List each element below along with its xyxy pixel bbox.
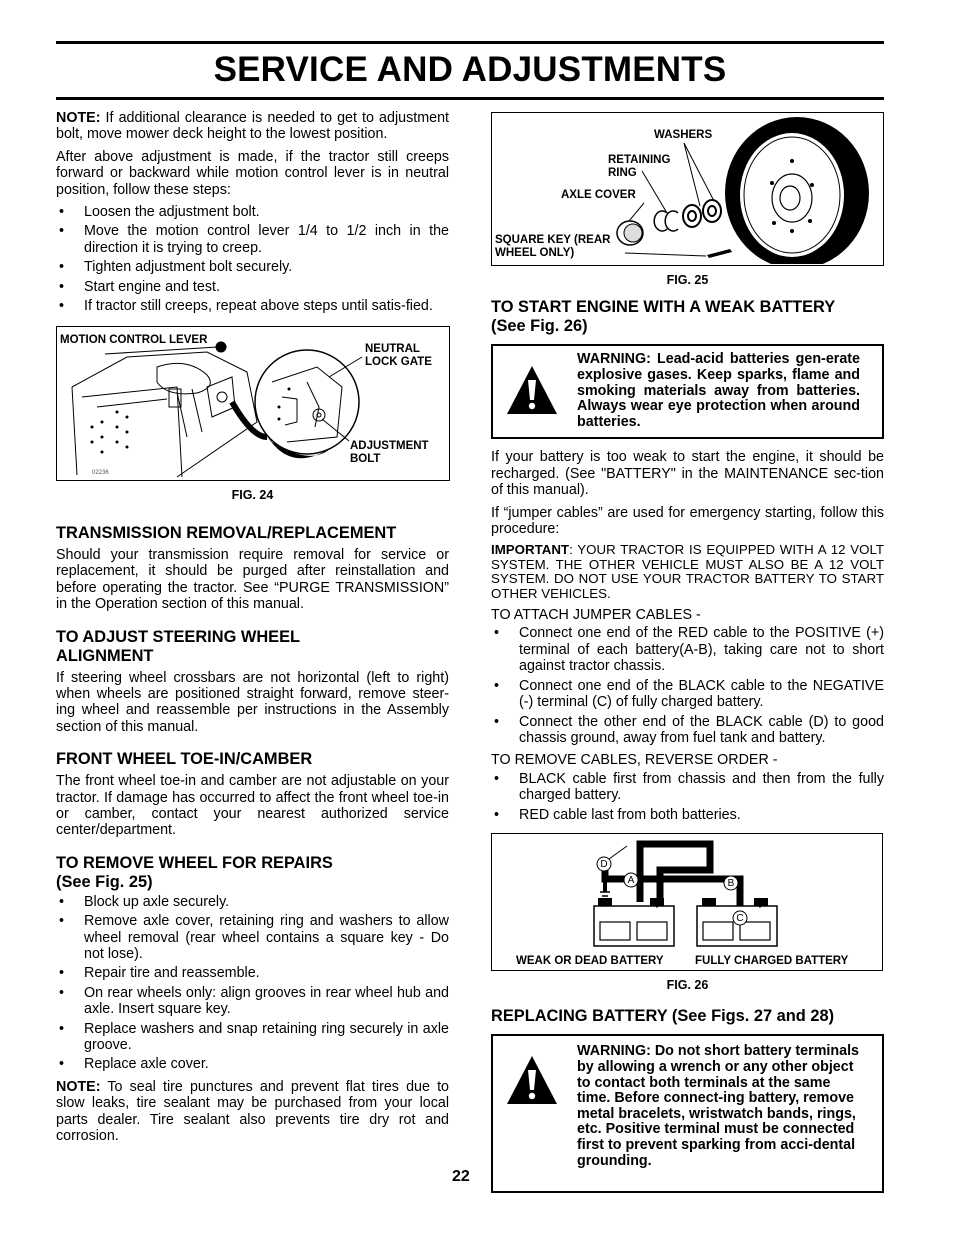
transmission-text: Should your transmission require removal for service or replacement, it should be purged after reinstallation and before operating the tractor. See “PURGE TRANSMISSION” in the Operation section of this manual. [56,546,449,613]
label-motion-control-lever: MOTION CONTROL LEVER [60,334,208,347]
fig-24-caption: FIG. 24 [231,488,274,503]
list-item: • Connect one end of the BLACK cable to the NEGATIVE (-) terminal (C) of fully charged battery. [491,678,884,711]
page-title: SERVICE AND ADJUSTMENTS [213,50,727,89]
heading-toe-camber: FRONT WHEEL TOE-IN/CAMBER [56,750,313,769]
list-item: • Replace axle cover. [56,1056,449,1072]
label-adjustment-bolt: ADJUSTMENT BOLT [350,440,429,466]
list-item: • Loosen the adjustment bolt. [56,204,449,220]
list-item: • RED cable last from both batteries. [491,807,884,823]
label-d: D [600,858,608,870]
attach-heading: TO ATTACH JUMPER CABLES - [491,607,701,624]
figure-24 [56,326,450,481]
note-clearance: NOTE: If additional clearance is needed to get to adjustment bolt, move mower deck height to the lowest position. [56,110,449,143]
label-full-battery: FULLY CHARGED BATTERY [695,954,849,967]
fig-26-caption: FIG. 26 [666,977,709,992]
label-weak-battery: WEAK OR DEAD BATTERY [516,954,664,967]
warning-triangle-icon [505,1054,559,1106]
list-item: • Remove axle cover, retaining ring and washers to allow wheel removal (rear wheel contains a square key - Do not lose). [56,913,449,962]
label-a: A [627,874,635,886]
warning-short-text: WARNING: Do not short battery terminals by allowing a wrench or any other object to contact both terminals at the same time. Before connect-ing battery, remove metal bracelets, wristwatch bands, rings, etc. Positive terminal must be connected first to prevent sparking from acci-dental grounding. [577,1043,859,1169]
list-item: • Block up axle securely. [56,894,449,910]
heading-steering: TO ADJUST STEERING WHEEL ALIGNMENT [56,627,300,665]
minus-sign-full: − [704,893,714,913]
part-number: 02236 [92,470,109,477]
recharge-text: If your battery is too weak to start the engine, it should be recharged. (See "BATTERY" in the MAINTENANCE sec-tion of this manual). [491,449,884,499]
fig-25-caption: FIG. 25 [666,273,709,287]
attach-steps [491,625,884,746]
figure-25 [491,112,884,266]
jumper-text: If “jumper cables” are used for emergency starting, follow this procedure: [491,504,884,538]
label-retaining-ring: RETAINING RING [608,154,671,179]
label-c: C [736,912,744,924]
steering-text: If steering wheel crossbars are not horizontal (left to right) when wheels are positioned straight forward, remove steer-ing wheel and reassemble per instructions in the Assembly section of this manual. [56,669,449,735]
figure-26-illustration [492,834,881,969]
wheel-steps [56,894,449,1073]
plus-sign-weak: + [652,893,662,913]
label-neutral-lock-gate: NEUTRAL LOCK GATE [365,343,432,369]
warning-box-short [491,1034,884,1193]
heading-transmission: TRANSMISSION REMOVAL/REPLACEMENT [56,523,397,542]
warning-box-gases [491,344,884,439]
warning-triangle-icon [505,364,559,416]
list-item: • If tractor still creeps, repeat above steps until satis-fied. [56,298,449,314]
remove-heading: TO REMOVE CABLES, REVERSE ORDER - [491,752,778,769]
right-column [491,112,884,1193]
list-item: • Connect the other end of the BLACK cable (D) to good chassis ground, away from fuel tank and battery. [491,714,884,747]
label-axle-cover: AXLE COVER [561,189,636,201]
heading-replacing-battery: REPLACING BATTERY (See Figs. 27 and 28) [491,1007,835,1026]
toe-camber-text: The front wheel toe-in and camber are not adjustable on your tractor. If damage has occurred to affect the front wheel toe-in or camber, contact your nearest authorized service center/department. [56,773,449,839]
label-washers: WASHERS [654,129,713,141]
list-item: • BLACK cable first from chassis and then from the fully charged battery. [491,771,884,804]
warning-gases-text: WARNING: Lead-acid batteries gen-erate explosive gases. Keep sparks, flame and smoking materials away from batteries. Always wear eye protection when around batteries. [577,351,860,430]
heading-remove-wheel: TO REMOVE WHEEL FOR REPAIRS (See Fig. 25) [56,853,333,891]
page-number: 22 [452,1168,470,1185]
remove-steps [491,771,884,823]
left-column [56,110,449,1150]
minus-sign-weak: − [602,893,612,913]
list-item: • Repair tire and reassemble. [56,965,449,981]
plus-sign-full: + [755,893,765,913]
creep-intro: After above adjustment is made, if the tractor still creeps forward or backward while motion control lever is in neutral position, follow these steps: [56,148,449,198]
important-note: IMPORTANT: YOUR TRACTOR IS EQUIPPED WITH A 12 VOLT SYSTEM. THE OTHER VEHICLE MUST ALSO BE A 12 VOLT SYSTEM. DO NOT USE YOUR TRACTOR BATTERY TO START OTHER VEHICLES. [491,542,884,601]
list-item: • Connect one end of the RED cable to the POSITIVE (+) terminal of each battery(A-B), taking care not to short against tractor chassis. [491,625,884,674]
list-item: • On rear wheels only: align grooves in rear wheel hub and axle. Insert square key. [56,985,449,1018]
creep-steps [56,204,449,314]
header-rule-bottom [56,97,884,100]
label-square-key: SQUARE KEY (REAR WHEEL ONLY) [495,234,611,259]
list-item: • Replace washers and snap retaining ring securely in axle groove. [56,1021,449,1054]
figure-26 [491,833,883,971]
list-item: • Tighten adjustment bolt securely. [56,259,449,275]
list-item: • Move the motion control lever 1/4 to 1/2 inch in the direction it is trying to creep. [56,223,449,256]
note-tire-sealant: NOTE: To seal tire punctures and prevent flat tires due to slow leaks, tire sealant may be purchased from your local parts dealer. Tire sealant also prevents tire dry rot and corrosion. [56,1078,449,1145]
label-b: B [727,877,735,889]
heading-weak-battery: TO START ENGINE WITH A WEAK BATTERY (See Fig. 26) [491,298,836,336]
header-rule-top [56,41,884,44]
list-item: • Start engine and test. [56,279,449,295]
